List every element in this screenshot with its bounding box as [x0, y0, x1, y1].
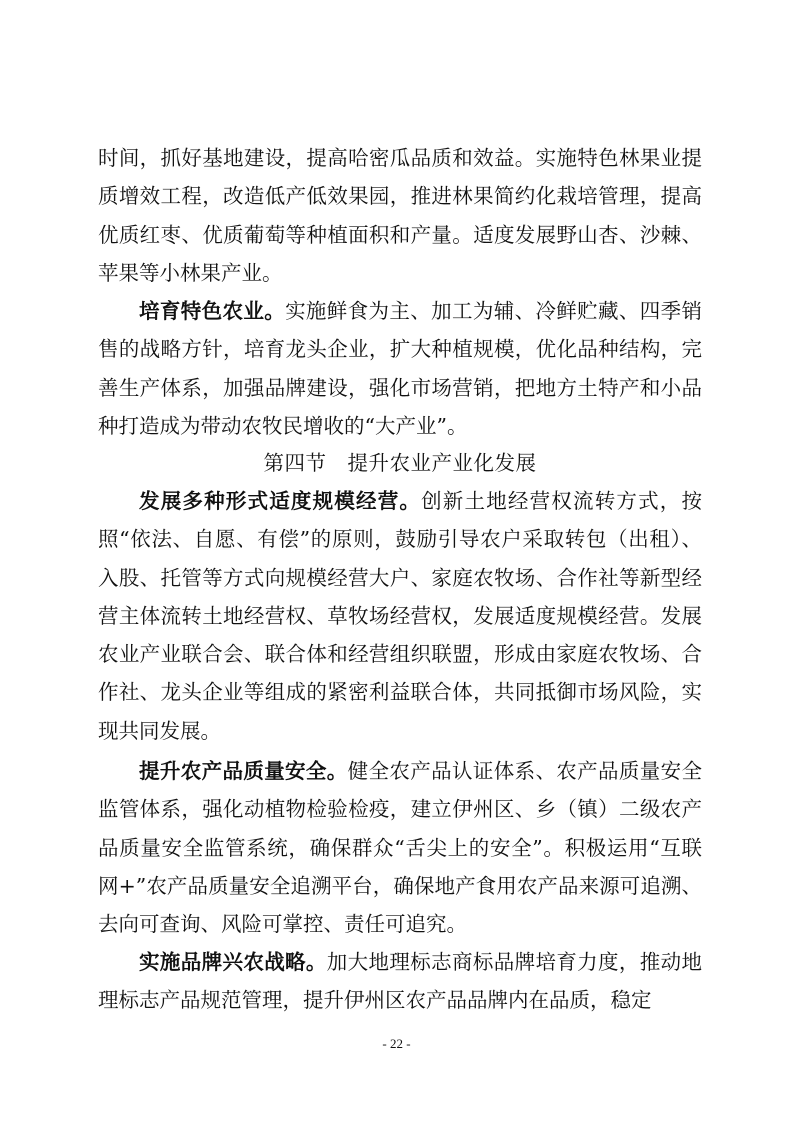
paragraph-lead: 提升农产品质量安全。 — [139, 759, 348, 783]
paragraph-lead: 实施品牌兴农战略。 — [139, 950, 327, 974]
paragraph-body: 创新土地经营权流转方式，按照“依法、自愿、有偿”的原则，鼓励引导农户采取转包（出租）、入股、托管等方式向规模经营大户、家庭农牧场、合作社等新型经营主体流转土地经营权、草牧场经营权，发展适度规模经营。发展农业产业联合会、联合体和经营组织联盟，形成由家庭农牧场、合作社、龙头企业等组成的紧密利益联合体，共同抵御市场风险，实现共同发展。 — [98, 489, 703, 743]
page-number: - 22 - — [382, 1036, 411, 1051]
paragraph-specialty-agriculture — [98, 292, 702, 445]
body-text-6 — [98, 943, 702, 1020]
body-text-3 — [98, 444, 702, 482]
paragraph-lead: 培育特色农业。 — [139, 299, 286, 323]
body-text-5 — [98, 752, 702, 943]
paragraph-brand-strategy — [98, 943, 702, 1020]
body-text — [98, 139, 702, 292]
paragraph-scale-operation — [98, 482, 702, 750]
paragraph-body: 加大地理标志商标品牌培育力度，推动地理标志产品规范管理，提升伊州区农产品品牌内在品质，稳定 — [98, 950, 703, 1013]
body-text-2 — [98, 292, 702, 445]
paragraph-body: 实施鲜食为主、加工为辅、冷鲜贮藏、四季销售的战略方针，培育龙头企业，扩大种植规模，优化品种结构，完善生产体系，加强品牌建设，强化市场营销，把地方土特产和小品种打造成为带动农牧民增收的“大产业”。 — [98, 299, 703, 438]
paragraph-continuation: 时间，抓好基地建设，提高哈密瓜品质和效益。实施特色林果业提质增效工程，改造低产低效果园，推进林果简约化栽培管理，提高优质红枣、优质葡萄等种植面积和产量。适度发展野山杏、沙棘、苹果等小林果产业。 — [98, 146, 702, 285]
paragraph-body: 健全农产品认证体系、农产品质量安全监管体系，强化动植物检验检疫，建立伊州区、乡（镇）二级农产品质量安全监管系统，确保群众“舌尖上的安全”。积极运用“互联网+”农产品质量安全追溯平台，确保地产食用农产品来源可追溯、去向可查询、风险可掌控、责任可追究。 — [98, 759, 703, 937]
section-heading: 第四节 提升农业产业化发展 — [263, 451, 537, 475]
paragraph-lead: 发展多种形式适度规模经营。 — [139, 489, 422, 513]
body-text-4 — [98, 482, 702, 750]
paragraph-quality-safety — [98, 752, 702, 943]
